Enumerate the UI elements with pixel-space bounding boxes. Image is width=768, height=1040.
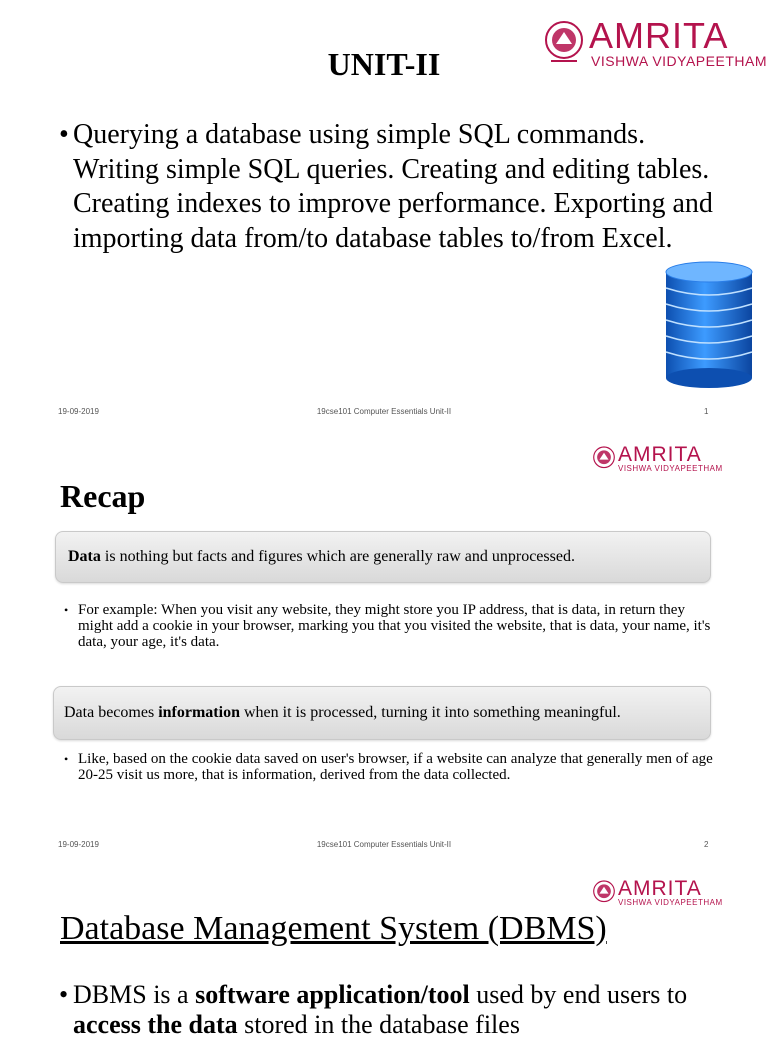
footer-date: 19-09-2019 bbox=[58, 407, 99, 416]
bullet-dot-icon: • bbox=[59, 980, 69, 1009]
definition-term: information bbox=[158, 704, 240, 721]
logo-subtitle: VISHWA VIDYAPEETHAM bbox=[618, 464, 723, 473]
bullet-text: used by end users to bbox=[469, 980, 688, 1009]
slide-title: UNIT-II bbox=[327, 46, 441, 82]
bullet-emphasis: access the data bbox=[73, 1010, 238, 1039]
logo-brand: AMRITA bbox=[589, 15, 729, 56]
logo-brand: AMRITA bbox=[618, 443, 702, 466]
bullet-item bbox=[59, 980, 713, 1040]
logo-subtitle: VISHWA VIDYAPEETHAM bbox=[618, 898, 723, 907]
slide-2 bbox=[0, 432, 768, 864]
amrita-logo bbox=[592, 444, 723, 473]
bullet-dot-icon: • bbox=[59, 119, 69, 150]
footer-date: 19-09-2019 bbox=[58, 840, 99, 849]
footer-course: 19cse101 Computer Essentials Unit-II bbox=[316, 407, 452, 416]
bullet-emphasis: software application/tool bbox=[195, 980, 470, 1009]
database-icon bbox=[664, 262, 754, 390]
definition-text: Data becomes bbox=[64, 704, 159, 721]
definition-text: is nothing but facts and figures which are generally raw and unprocessed. bbox=[100, 548, 575, 565]
logo-brand: AMRITA bbox=[618, 877, 702, 900]
bullet-text: Like, based on the cookie data saved on user's browser, if a website can analyze that generally men of age 20-25 visit us more, that is information, derived from the data collected. bbox=[78, 751, 713, 783]
amrita-seal-icon bbox=[592, 879, 616, 907]
bullet-dot-icon: • bbox=[64, 752, 69, 766]
bullet-text: stored in the database files bbox=[237, 1010, 520, 1039]
slide-3 bbox=[0, 866, 768, 1039]
footer-page-number: 2 bbox=[704, 840, 709, 849]
bullet-item bbox=[64, 602, 718, 650]
bullet-dot-icon: • bbox=[64, 603, 69, 617]
definition-text: when it is processed, turning it into something meaningful. bbox=[239, 704, 621, 721]
definition-box bbox=[55, 531, 711, 583]
footer-course: 19cse101 Computer Essentials Unit-II bbox=[316, 840, 452, 849]
definition-box bbox=[53, 686, 711, 740]
slide-1 bbox=[0, 0, 768, 430]
amrita-seal-icon bbox=[592, 445, 616, 473]
footer-page-number: 1 bbox=[704, 407, 709, 416]
bullet-item bbox=[64, 751, 718, 783]
slide-title: Database Management System (DBMS) bbox=[60, 910, 607, 947]
bullet-text: DBMS is a bbox=[73, 980, 196, 1009]
amrita-logo bbox=[592, 878, 723, 907]
logo-subtitle: VISHWA VIDYAPEETHAM bbox=[591, 53, 767, 69]
bullet-text: For example: When you visit any website, they might store you IP address, that is data, in return they might add a cookie in your browser, marking you that you visited the website, that is data, your name, it's data, your age, it's data. bbox=[78, 602, 711, 650]
slide-title: Recap bbox=[60, 478, 146, 514]
bullet-item bbox=[59, 118, 713, 256]
bullet-text: Querying a database using simple SQL commands. Writing simple SQL queries. Creating and editing tables. Creating indexes to improve performance. Exporting and importing data from/to database tables to/from Excel. bbox=[73, 119, 713, 254]
definition-term: Data bbox=[68, 548, 101, 565]
